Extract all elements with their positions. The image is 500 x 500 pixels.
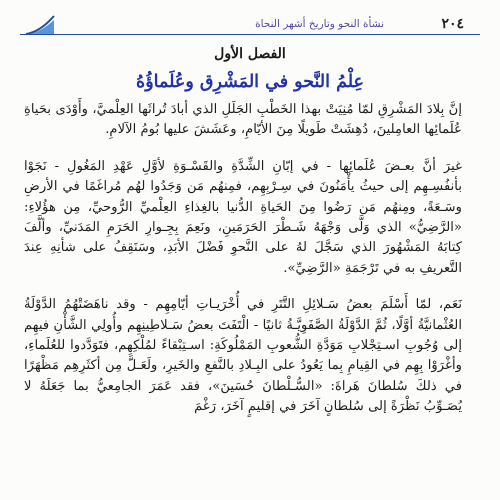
paragraph: نَعَم، لمّا أَسْلَمَ بعضُ سَـلائِلِ التَّتَرِ في أُخْرَيـاتِ أيّامِهِم - وقد ناهَضَتْهُمُ الدَّوْلَةُ العُثْمانيَّةُ أوَّلًا، ثُمَّ الدَّوْلَةُ الصَّفَوِيَّـةُ ثانيًا - الْتَفَتَ بعضُ سَـلاطِينِهِم وأُولِي الشَّأْنِ فيهِم إلى وُجُوبِ اسـتِجْلابِ مَوَدَّةِ الشُّعوبِ المَمْلُوكَةِ: اسـتِبْقاءً لمُلْكِهِم، فتَوَدَّدوا للعُلَماءِ، وأغْرَوْا بِهِم في القِيامِ بِما يَعُودُ على البِـلادِ بالنَّفعِ والخَيرِ، ولَعَـلَّ مِن أكثَرِهِم مَظْهَرًا في ذلكَ سُلطانَ هَراةَ: «السُّـلْطانَ حُسَينَ»، فقد عَمَرَ الجامِعيُّ بما جَعَلَهُ لا يُصَـوِّبُ نَظْرَةً إلى سُلطانٍ آخَرَ في إقليمٍ آخَرَ، رَغْمَ [24,297,462,415]
paragraph: إنَّ بِلادَ المَشْرِقِ لمّا مُنِيَتْ بهذا الخَطْبِ الجَلَلِ الذي أبادَ تُراثَها العِلْميَّ، وأَوْدَى بحَياةِ عُلَمائِها العامِلينَ، دُهِشَتْ طَويلًا مِنَ الأيّامِ، وعَشَشَ عليها بُومُ الآلامِ. [24,102,462,138]
chapter-title: الفصل الأول [214,46,286,62]
paragraph: غيرَ أنَّ بعـضَ عُلَمائِها - في إبّانِ الشِّدَّةِ والقَسْـوَةِ لأوَّلِ عَهْدِ المَغُولِ - نَجَوْا بأنفُسِـهِم إلى حيثُ يأْمَنُونَ في سِـرْبِهِم، فمِنهُم مَن وَجَدُوا لهُم مُراغَمًا في الأرضِ وسَـعَةً، ومِنهُم مَن رَضُوا مِنَ الحَياةِ الدُّنيا بالغِذاءِ العِلْميِّ الرُّوحيِّ، مِن هؤُلاءِ: «الرَّضِيُّ» الذي وَلَّى وَجْهَهُ شَـطْرَ الحَرَمَينِ، ونَعِمَ بِجِـوارِ الحَرَمِ المَدَنيِّ، وألَّفَ كِتابَهُ المَشْهُورَ الذي سَجَّلَ لهُ على النَّحوِ فَضْلَ الأبَدِ، وسَنَقِفُ على شأنِهِ عِندَ التَّعريفِ به في تَرْجَمَةِ «الرَّضِيِّ». [24,158,462,276]
body-text [24,100,462,418]
page-number: ٢٠٤ [441,16,464,32]
page-corner-ornament [24,14,56,36]
page-header [16,14,484,36]
header-rule [20,34,480,35]
section-title: عِلْمُ النَّحو في المَشْرِق وعُلَماؤُهُ [136,72,364,92]
running-title: نشأة النحو وتاريخ أشهر النحاة [255,18,384,30]
